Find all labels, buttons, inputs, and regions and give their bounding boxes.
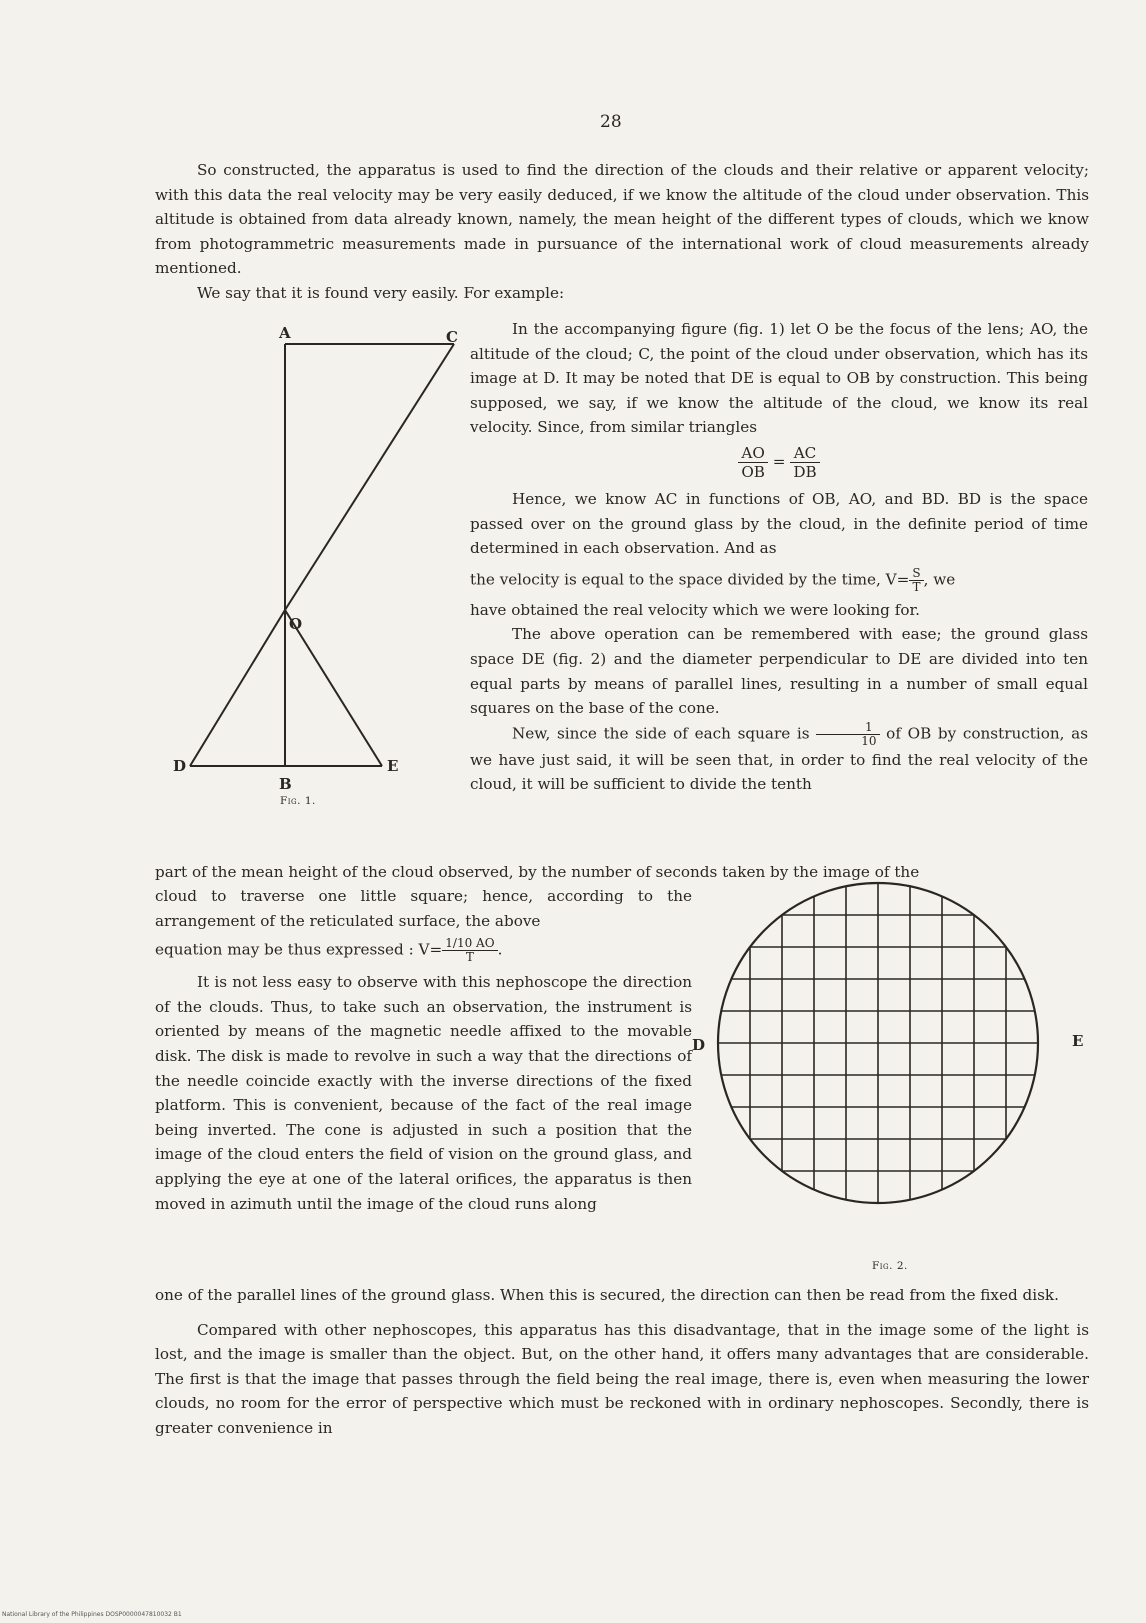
paragraph-6: have obtained the real velocity which we were looking for. bbox=[470, 600, 920, 619]
figure-1-diagram bbox=[160, 330, 460, 800]
paragraph-1: So constructed, the apparatus is used to find the direction of the clouds and their relative or apparent velocity; with this data the real velocity may be very easily deduced, if we know the altitude of the cloud under observation. This altitude is obtained from data already known, namely, the mean height of the different types of clouds, which we know from photogrammetric measurements made in pursuance of the international work of cloud measurements already mentioned. bbox=[155, 161, 1089, 278]
text-block-top bbox=[155, 158, 1089, 306]
line-co bbox=[285, 344, 454, 610]
paragraph-13: one of the parallel lines of the ground glass. When this is secured, the direction can then be read from the fixed disk. bbox=[155, 1286, 1059, 1304]
footer-archive-id: National Library of the Philippines DOSP0000047810032 B1 bbox=[2, 1611, 182, 1618]
paragraph-12: It is not less easy to observe with this nephoscope the direction of the clouds. Thus, to take such an observation, the instrument is oriented by means of the magnetic needle affixed to the movable disk. The disk is made to revolve in such a way that the directions of the needle coincide exactly with the inverse directions of the fixed platform. This is convenient, because of the fact of the real image being inverted. The cone is adjusted in such a position that the image of the cloud enters the field of vision on the ground glass, and applying the eye at one of the lateral orifices, the apparatus is then moved in azimuth until the image of the cloud runs along bbox=[155, 973, 692, 1213]
fig1-label-c: C bbox=[446, 328, 458, 346]
grid-lines bbox=[712, 877, 1044, 1209]
page-number: 28 bbox=[600, 112, 622, 132]
fig1-label-e: E bbox=[387, 757, 399, 775]
paragraph-3: In the accompanying figure (fig. 1) let O be the focus of the lens; AO, the altitude of the cloud; C, the point of the cloud under observation, which has its image at D. It may be noted that DE is equal to OB by construction. This being supposed, we say, if we know the altitude of the cloud, we know its real velocity. Since, from similar triangles bbox=[470, 320, 1088, 437]
paragraph-4: Hence, we know AC in functions of OB, AO, and BD. BD is the space passed over on the ground glass by the cloud, in the definite period of time determined in each observation. And as bbox=[470, 489, 1088, 558]
paragraph-5: the velocity is equal to the space divided by the time, V= $\frac{S}{T}$ , we bbox=[470, 565, 956, 594]
fig2-caption: Fig. 2. bbox=[872, 1260, 908, 1272]
paragraph-11: equation may be thus expressed : V= $\frac{1/10 AO}{T}$ . bbox=[155, 936, 503, 965]
paragraph-14: Compared with other nephoscopes, this apparatus has this disadvantage, that in the image some of the light is lost, and the image is smaller than the object. But, on the other hand, it offers many advantages that are considerable. The first is that the image that passes through the field being the real image, there is, even when measuring the lower clouds, no room for the error of perspective which must be reckoned with in ordinary nephoscopes. Secondly, there is greater convenience in bbox=[155, 1320, 1089, 1437]
text-block-right bbox=[470, 317, 1088, 797]
paragraph-2: We say that it is found very easily. For example: bbox=[197, 283, 565, 302]
paragraph-9: part of the mean height of the cloud observed, by the number of seconds taken by the image of the bbox=[155, 863, 920, 881]
figure-2-ground-glass bbox=[712, 877, 1044, 1209]
paragraph-7: The above operation can be remembered with ease; the ground glass space DE (fig. 2) and the diameter perpendicular to DE are divided into ten equal parts by means of parallel lines, resulting in a number of small equal squares on the base of the cone. bbox=[470, 625, 1088, 718]
text-block-bottom bbox=[155, 1283, 1089, 1441]
paragraph-10: cloud to traverse one little square; hence, according to the arrangement of the reticulated surface, the above bbox=[155, 887, 692, 930]
paragraph-8: New, since the side of each square is $\frac{1}{10}$ of OB by construction, as we have just said, it will be seen that, in order to find the real velocity of the cloud, it will be sufficient to divide the tenth bbox=[470, 719, 1088, 794]
fig2-label-e: E bbox=[1072, 1032, 1084, 1050]
fig1-label-o: O bbox=[289, 615, 303, 633]
fig1-label-d: D bbox=[173, 757, 187, 775]
fig2-label-d: D bbox=[692, 1036, 706, 1054]
line-oe bbox=[285, 610, 382, 766]
fig1-label-a: A bbox=[279, 324, 291, 342]
fig1-label-b: B bbox=[279, 775, 292, 793]
text-block-left bbox=[155, 884, 692, 1216]
line-od bbox=[190, 610, 285, 766]
equation-similar-triangles: $\frac{AO}{OB}$ = $\frac{AC}{DB}$ bbox=[470, 444, 1088, 481]
fig1-caption: Fig. 1. bbox=[280, 795, 316, 807]
